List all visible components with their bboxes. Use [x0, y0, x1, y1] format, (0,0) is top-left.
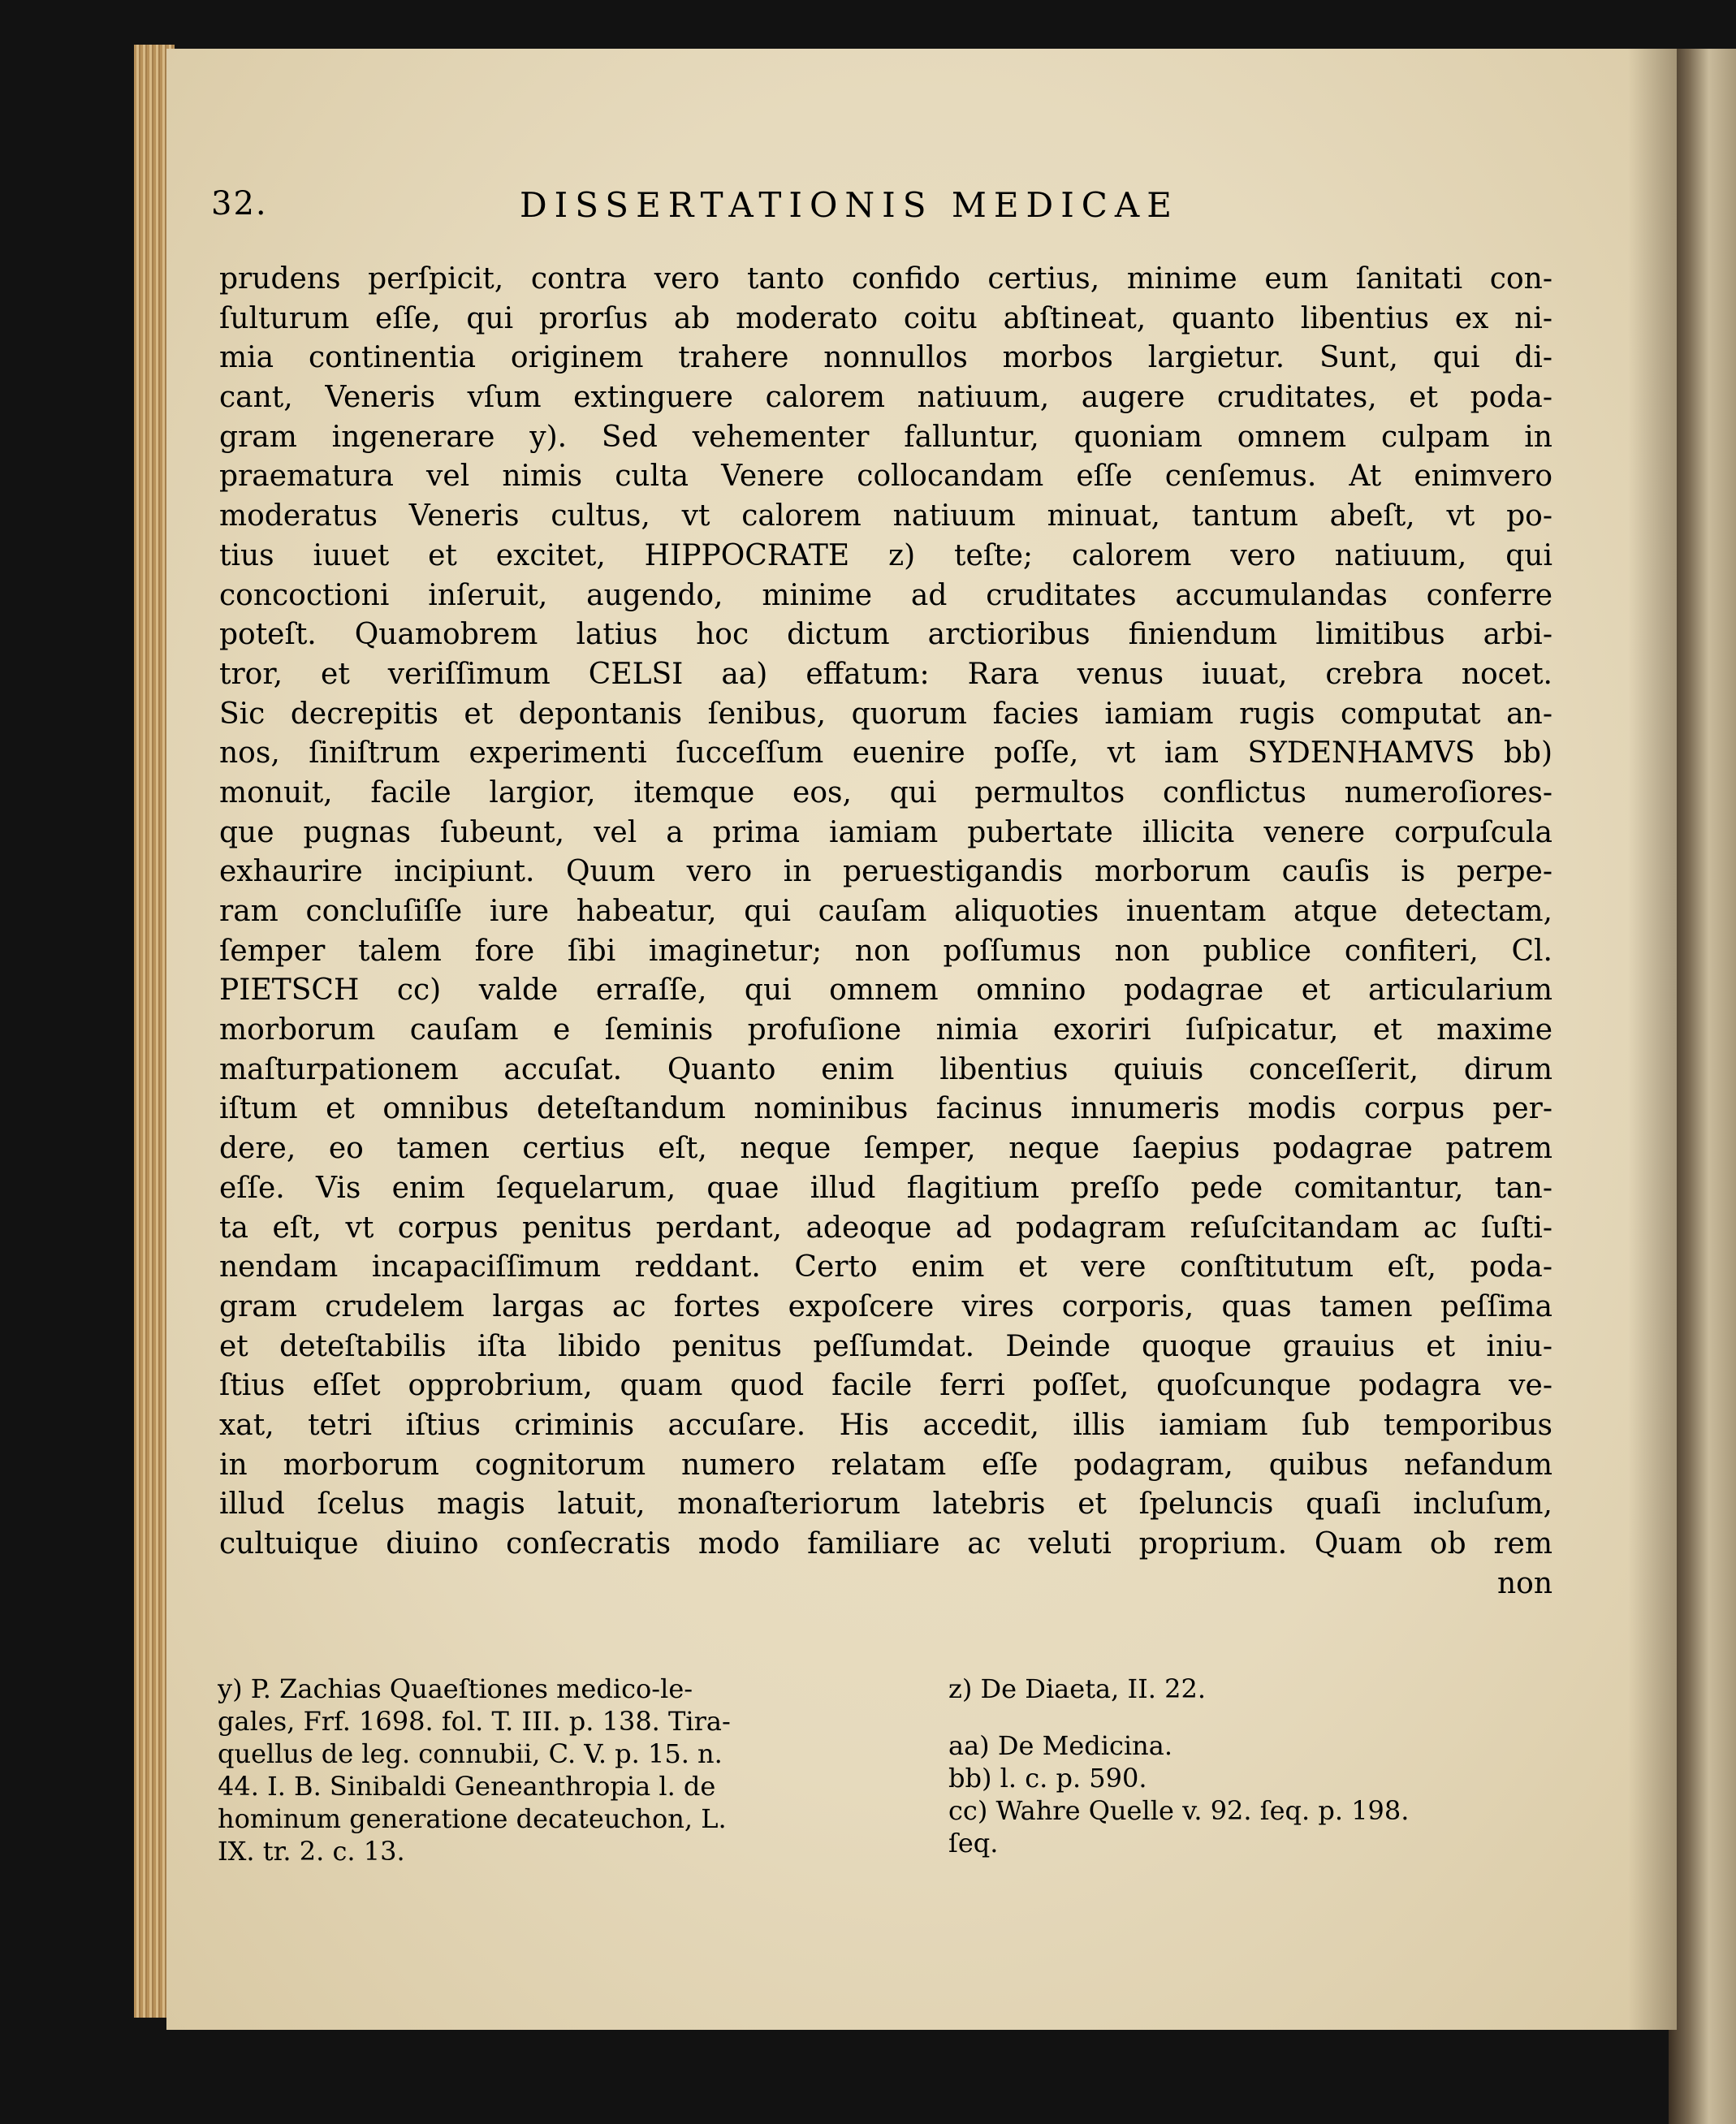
text-line: illud ſcelus magis latuit, monaſteriorum latebris et ſpeluncis quaſi incluſum, — [219, 1487, 1552, 1522]
text-line: nos, ſiniſtrum experimenti ſucceſſum euenire poſſe, vt iam SYDENHAMVS bb) — [219, 736, 1552, 771]
text-line: prudens perſpicit, contra vero tanto confido certius, minime eum ſanitati con- — [219, 262, 1552, 296]
gutter-shadow — [1628, 49, 1677, 2030]
text-line: moderatus Veneris cultus, vt calorem natiuum minuat, tantum abeſt, vt po- — [219, 499, 1552, 533]
catchword: non — [1496, 1566, 1552, 1600]
text-line: poteſt. Quamobrem latius hoc dictum arctioribus finiendum limitibus arbi- — [219, 618, 1552, 652]
text-line: monuit, facile largior, itemque eos, qui permultos conflictus numeroſiores- — [219, 775, 1552, 809]
text-line: nendam incapaciſſimum reddant. Certo enim et vere conſtitutum eſt, poda- — [219, 1250, 1552, 1284]
footnotes-right-column — [948, 1673, 1565, 1859]
text-line: et deteſtabilis iſta libido penitus peſſumdat. Deinde quoque grauius et iniu- — [219, 1329, 1552, 1363]
footnote-line: gales, Frf. 1698. fol. T. III. p. 138. Tira- — [218, 1706, 731, 1737]
footnote-z: z) De Diaeta, II. 22. — [948, 1673, 1206, 1704]
text-line: gram crudelem largas ac fortes expoſcere vires corporis, quas tamen peſſima — [219, 1289, 1552, 1323]
footnote-line: 44. I. B. Sinibaldi Geneanthropia l. de — [218, 1771, 716, 1802]
text-line: cultuique diuino conſecratis modo familiare ac veluti proprium. Quam ob rem — [219, 1527, 1552, 1561]
text-line: ſulturum eſſe, qui prorſus ab moderato coitu abſtineat, quanto libentius ex ni- — [219, 301, 1552, 335]
text-line: Sic decrepitis et depontanis ſenibus, quorum facies iamiam rugis computat an- — [219, 697, 1552, 731]
page-number: 32. — [211, 185, 268, 222]
footnote-line: y) P. Zachias Quaeſtiones medico-le- — [218, 1673, 693, 1704]
footnote-cc: cc) Wahre Quelle v. 92. ſeq. p. 198. — [948, 1795, 1410, 1826]
body-text — [219, 260, 1552, 1604]
text-line: dere, eo tamen certius eſt, neque ſemper, neque ſaepius podagrae patrem — [219, 1132, 1552, 1166]
book-spine — [1669, 49, 1736, 2124]
text-line: cant, Veneris vſum extinguere calorem natiuum, augere cruditates, et poda- — [219, 381, 1552, 415]
text-line: xat, tetri iſtius criminis accuſare. His accedit, illis iamiam ſub temporibus — [219, 1408, 1552, 1442]
text-line: praematura vel nimis culta Venere collocandam eſſe cenſemus. At enimvero — [219, 460, 1552, 494]
text-line: tius iuuet et excitet, HIPPOCRATE z) teſte; calorem vero natiuum, qui — [219, 538, 1552, 572]
text-line: exhaurire incipiunt. Quum vero in peruestigandis morborum cauſis is perpe- — [219, 855, 1552, 889]
footnote-aa: aa) De Medicina. — [948, 1730, 1173, 1761]
footnote-line: IX. tr. 2. c. 13. — [218, 1836, 405, 1867]
footnote-cc-cont: ſeq. — [948, 1828, 999, 1858]
text-line: PIETSCH cc) valde erraſſe, qui omnem omnino podagrae et articularium — [219, 974, 1552, 1008]
footnote-bb: bb) l. c. p. 590. — [948, 1763, 1147, 1794]
footnotes-left-column — [218, 1673, 867, 1867]
running-title: DISSERTATIONIS MEDICAE — [520, 185, 1179, 225]
text-line: ſemper talem fore ſibi imaginetur; non poſſumus non publice confiteri, Cl. — [219, 934, 1552, 968]
text-line: maſturpationem accuſat. Quanto enim libentius quiuis conceſſerit, dirum — [219, 1052, 1552, 1086]
text-line: morborum cauſam e ſeminis profuſione nimia exoriri ſuſpicatur, et maxime — [219, 1013, 1552, 1047]
text-line: in morborum cognitorum numero relatam eſſe podagram, quibus nefandum — [219, 1448, 1552, 1482]
footnote-line: hominum generatione decateuchon, L. — [218, 1803, 727, 1834]
text-line: iſtum et omnibus deteſtandum nominibus facinus innumeris modis corpus per- — [219, 1092, 1552, 1126]
text-line: que pugnas ſubeunt, vel a prima iamiam pubertate illicita venere corpuſcula — [219, 815, 1552, 849]
text-line: ſtius eſſet opprobrium, quam quod facile ferri poſſet, quoſcunque podagra ve- — [219, 1369, 1552, 1403]
text-line: ta eſt, vt corpus penitus perdant, adeoque ad podagram reſuſcitandam ac ſuſti- — [219, 1211, 1552, 1245]
text-line: mia continentia originem trahere nonnullos morbos largietur. Sunt, qui di- — [219, 341, 1552, 375]
footnote-line: quellus de leg. connubii, C. V. p. 15. n. — [218, 1738, 723, 1769]
text-line: ram concluſiſſe iure habeatur, qui cauſam aliquoties inuentam atque detectam, — [219, 895, 1552, 928]
text-line: gram ingenerare y). Sed vehementer falluntur, quoniam omnem culpam in — [219, 420, 1552, 454]
text-line: concoctioni inſeruit, augendo, minime ad cruditates accumulandas conferre — [219, 578, 1552, 612]
text-line: tror, et veriſſimum CELSI aa) effatum: Rara venus iuuat, crebra nocet. — [219, 657, 1552, 691]
text-line: eſſe. Vis enim ſequelarum, quae illud flagitium preſſo pede comitantur, tan- — [219, 1171, 1552, 1205]
running-head — [211, 185, 1551, 250]
